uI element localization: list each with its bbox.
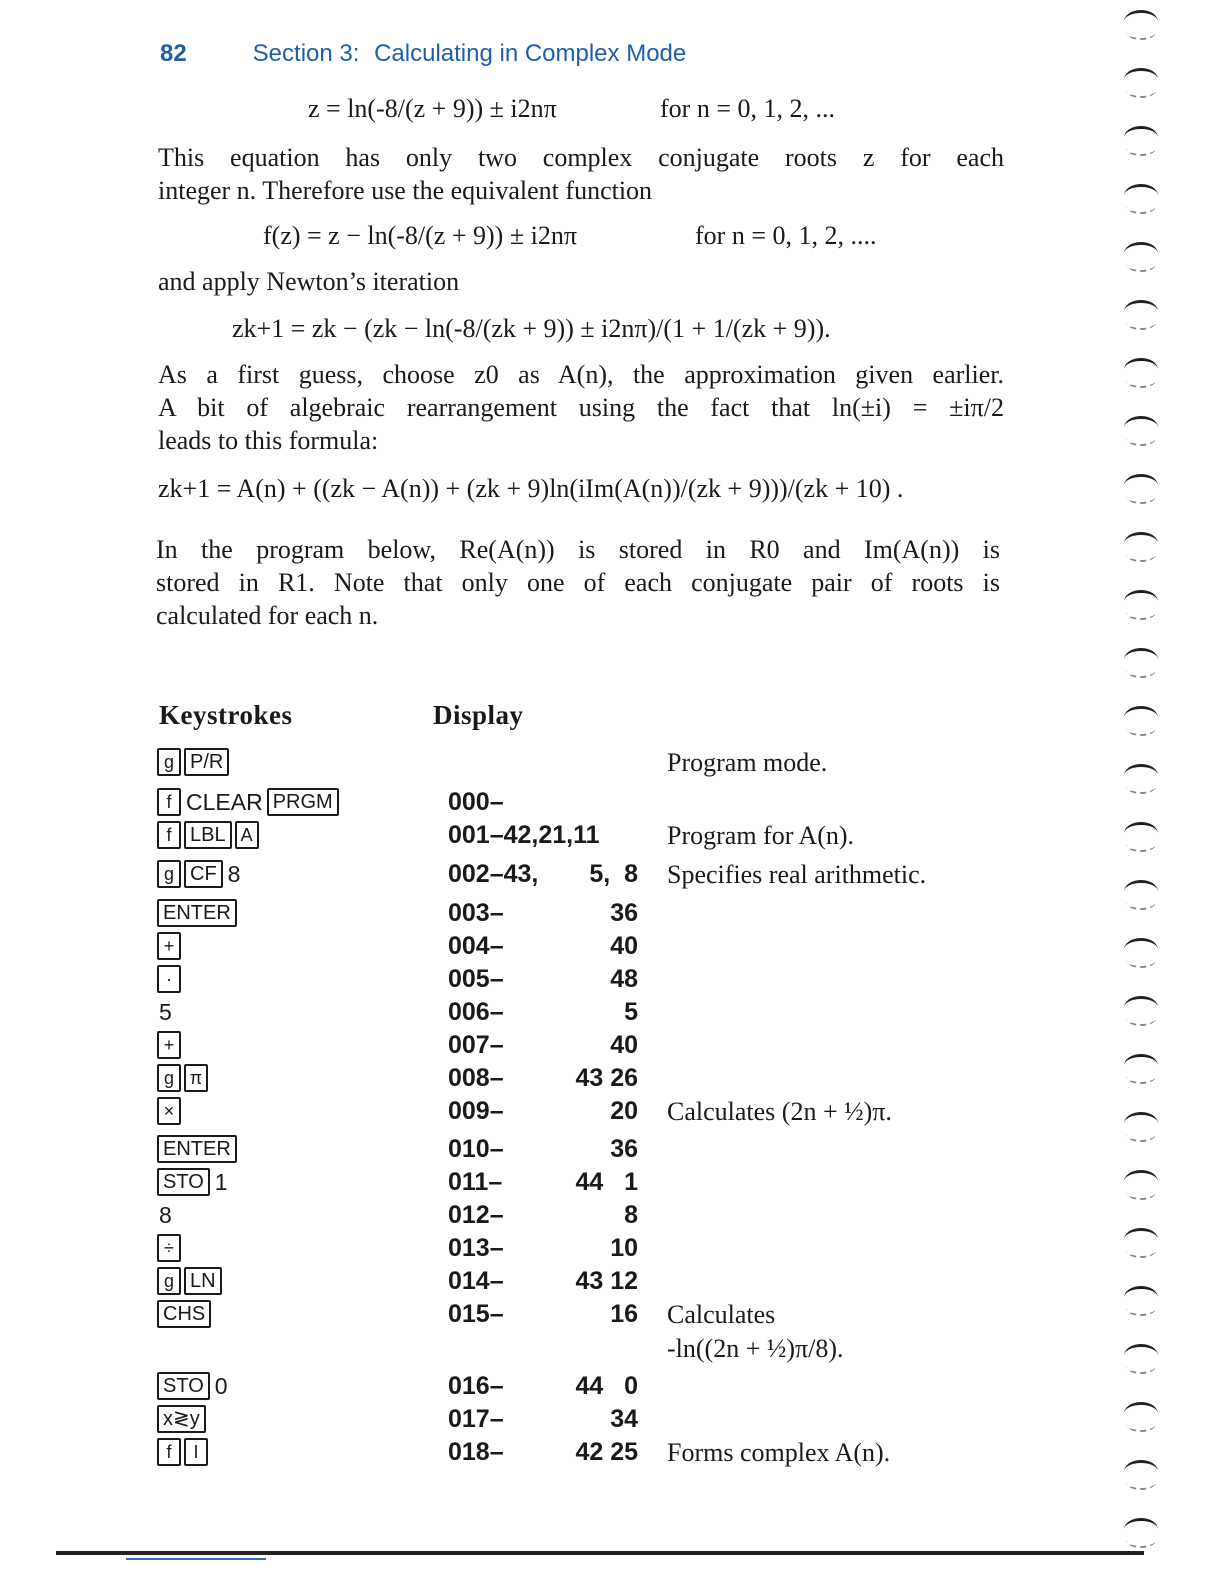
binding-hole-shadow [1126,1416,1156,1432]
calculator-key: CHS [157,1300,211,1328]
program-row [0,820,1224,854]
binding-hole-shadow [1126,778,1156,794]
page-bottom-edge [56,1551,1144,1555]
calculator-key: x≷y [157,1405,206,1433]
paragraph-4-line-3: calculated for each n. [156,601,379,630]
equation-1 [308,94,557,124]
display-cell [448,1167,638,1197]
keystroke-cell [157,1167,228,1197]
paragraph-3-line-1: As a first guess, choose z0 as A(n), the approximation given earlier. [158,360,1004,389]
description-line: Program mode. [667,748,828,777]
key-code: 10 [610,1234,638,1262]
binding-hole-shadow [1126,1474,1156,1490]
binding-hole-shadow [1126,1068,1156,1084]
binding-hole-shadow [1126,488,1156,504]
key-code: 44 0 [575,1372,638,1400]
key-code: 48 [610,965,638,993]
step-number: 016– [448,1372,504,1400]
calculator-key: LBL [184,821,232,849]
display-cell [448,997,638,1027]
step-number: 014– [448,1267,504,1295]
program-row [0,859,1224,893]
keystroke-cell [157,1233,184,1263]
program-row [0,747,1224,781]
program-row [0,898,1224,932]
step-description [667,1436,890,1470]
display-cell [448,787,638,817]
key-code: 20 [610,1097,638,1125]
display-cell [448,1437,638,1467]
calculator-key: ÷ [157,1234,181,1262]
equation-1-expr: z = ln(-8/(z + 9)) ± i2nπ [308,94,557,123]
program-row [0,1063,1224,1097]
calculator-key: π [184,1064,208,1092]
paragraph-3-line-2: A bit of algebraic rearrangement using the fact that ln(±i) = ±iπ/2 [158,393,1004,422]
keystroke-cell [157,787,342,817]
step-number: 018– [448,1438,504,1466]
equation-2: f(z) = z − ln(-8/(z + 9)) ± i2nπ [263,221,577,250]
binding-hole-shadow [1126,198,1156,214]
key-code: 16 [610,1300,638,1328]
step-number: 005– [448,965,504,993]
program-row [0,1266,1224,1300]
binding-hole-shadow [1126,836,1156,852]
equation-3: zk+1 = zk − (zk − ln(-8/(zk + 9)) ± i2nπ)/(1 + 1/(zk + 9)). [232,314,831,343]
display-cell [448,859,638,889]
display-cell [448,1404,638,1434]
paragraph-1-line-2: integer n. Therefore use the equivalent function [158,176,653,205]
step-number: 012– [448,1201,504,1229]
keystroke-text: CLEAR [186,788,263,815]
binding-hole-shadow [1126,1300,1156,1316]
step-description [667,858,926,892]
step-number: 011– [448,1168,503,1196]
paragraph-4-line-1: In the program below, Re(A(n)) is stored in R0 and Im(A(n)) is [156,535,1000,564]
keystroke-cell [157,964,184,994]
calculator-key: f [157,788,181,816]
keystroke-cell [157,1371,228,1401]
display-cell [448,1299,638,1329]
key-code: 34 [610,1405,638,1433]
step-description [667,1095,892,1129]
step-number: 009– [448,1097,504,1125]
key-code: 43 12 [575,1267,638,1295]
program-row [0,1233,1224,1267]
paragraph-2-line-1: and apply Newton’s iteration [158,267,460,296]
calculator-key: f [157,821,181,849]
binding-hole-shadow [1126,1126,1156,1142]
key-code: 36 [610,899,638,927]
keystroke-digit: 1 [214,1168,228,1195]
key-code: 5 [624,998,638,1026]
key-code: 5, 8 [589,860,638,888]
program-row [0,1404,1224,1438]
paragraph-1-line-1: This equation has only two complex conjugate roots z for each [158,143,1004,172]
binding-hole-shadow [1126,314,1156,330]
page-number: 82 [160,40,187,67]
binding-hole-shadow [1126,256,1156,272]
key-code: 40 [610,932,638,960]
calculator-key: + [157,1031,181,1059]
key-code: 44 1 [575,1168,638,1196]
display-heading: Display [433,700,524,730]
calculator-key: g [157,748,181,776]
binding-hole-shadow [1126,1242,1156,1258]
step-number: 013– [448,1234,504,1262]
program-row [0,1200,1224,1234]
binding-hole-shadow [1126,1358,1156,1374]
description-line: -ln((2n + ½)π/8). [667,1334,844,1363]
step-number: 017– [448,1405,504,1433]
keystroke-digit: 8 [159,1201,172,1228]
calculator-key: × [157,1097,181,1125]
description-line: Program for A(n). [667,821,855,850]
keystroke-cell [157,1134,240,1164]
key-code: 43 26 [575,1064,638,1092]
step-number: 004– [448,932,504,960]
calculator-key: f [157,1438,181,1466]
step-description [667,1298,844,1366]
calculator-key: A [235,821,259,849]
calculator-key: · [157,965,181,993]
keystroke-cell [157,1200,172,1230]
program-row [0,1437,1224,1471]
keystroke-digit: 5 [159,998,172,1025]
key-code: 36 [610,1135,638,1163]
paragraph-3-line-3: leads to this formula: [158,426,379,455]
keystroke-cell [157,1096,184,1126]
calculator-key: P/R [184,748,229,776]
keystroke-cell [157,1063,211,1093]
section-title: Calculating in Complex Mode [374,40,687,67]
display-cell [448,820,638,850]
section-label: Section 3: [252,40,360,67]
program-row [0,787,1224,821]
display-cell [448,931,638,961]
calculator-key: g [157,1064,181,1092]
calculator-key: ENTER [157,1135,237,1163]
paragraph-1 [158,141,1004,207]
step-number: 010– [448,1135,504,1163]
binding-hole-shadow [1126,140,1156,156]
description-line: Specifies real arithmetic. [667,860,927,889]
step-number: 000– [448,788,504,816]
keystroke-digit: 0 [214,1372,228,1399]
binding-hole-shadow [1126,894,1156,910]
display-cell [448,1030,638,1060]
keystroke-cell [157,997,172,1027]
calculator-key: CF [184,860,223,888]
binding-hole-shadow [1126,1010,1156,1026]
page-bottom-accent [126,1558,266,1560]
key-code: 8 [624,1201,638,1229]
calculator-key: LN [184,1267,222,1295]
keystroke-cell [157,859,240,889]
step-number: 001–42,21,11 [448,821,600,849]
binding-hole-shadow [1126,662,1156,678]
step-number: 008– [448,1064,504,1092]
calculator-key: ENTER [157,899,237,927]
description-line: Forms complex A(n). [667,1438,891,1467]
binding-hole-shadow [1126,430,1156,446]
keystroke-cell [157,1030,184,1060]
keystrokes-heading: Keystrokes [159,700,293,730]
program-row [0,1167,1224,1201]
calculator-key: STO [157,1168,210,1196]
step-number: 002–43, [448,860,539,888]
display-cell [448,964,638,994]
program-row [0,1134,1224,1168]
keystroke-cell [157,747,232,777]
display-cell [448,1233,638,1263]
binding-hole-shadow [1126,720,1156,736]
program-row [0,997,1224,1031]
keystroke-cell [157,931,184,961]
calculator-key: g [157,1267,181,1295]
description-line: Calculates (2n + ½)π. [667,1097,892,1126]
step-number: 003– [448,899,504,927]
binding-hole-shadow [1126,24,1156,40]
paragraph-4-line-2: stored in R1. Note that only one of each conjugate pair of roots is [156,568,1000,597]
display-cell [448,747,638,777]
binding-hole-shadow [1126,952,1156,968]
calculator-key: g [157,860,181,888]
keystroke-cell [157,1437,211,1467]
keystroke-cell [157,1266,225,1296]
calculator-key: I [184,1438,208,1466]
program-row [0,1371,1224,1405]
program-row [0,964,1224,998]
binding-hole-shadow [1126,604,1156,620]
program-row [0,1299,1224,1363]
paragraph-3 [158,358,1004,457]
display-cell [448,1096,638,1126]
display-cell [448,1134,638,1164]
program-row [0,1096,1224,1130]
equation-4: zk+1 = A(n) + ((zk − A(n)) + (zk + 9)ln(iIm(A(n))/(zk + 9)))/(zk + 10) . [158,474,904,503]
step-number: 007– [448,1031,504,1059]
paragraph-4 [156,533,1000,632]
program-row [0,931,1224,965]
step-number: 006– [448,998,504,1026]
keystroke-cell [157,898,240,928]
paragraph-2 [158,265,1004,298]
page-header [160,40,686,68]
keystroke-cell [157,820,262,850]
calculator-key: + [157,932,181,960]
binding-hole-shadow [1126,372,1156,388]
keystroke-cell [157,1404,209,1434]
display-cell [448,1063,638,1093]
step-description [667,746,827,780]
keystroke-cell [157,1299,214,1329]
step-number: 015– [448,1300,504,1328]
step-description [667,819,854,853]
display-cell [448,1266,638,1296]
binding-hole-shadow [1126,82,1156,98]
program-row [0,1030,1224,1064]
binding-hole-shadow [1126,1184,1156,1200]
calculator-key: STO [157,1372,210,1400]
equation-2-condition: for n = 0, 1, 2, .... [695,221,877,250]
display-cell [448,898,638,928]
keystroke-digit: 8 [227,860,241,887]
display-cell [448,1371,638,1401]
display-cell [448,1200,638,1230]
binding-hole-shadow [1126,546,1156,562]
key-code: 42 25 [575,1438,638,1466]
description-line: Calculates [667,1300,776,1329]
equation-1-condition: for n = 0, 1, 2, ... [660,94,835,123]
binding-hole-shadow [1126,1532,1156,1548]
calculator-key: PRGM [267,788,339,816]
key-code: 40 [610,1031,638,1059]
